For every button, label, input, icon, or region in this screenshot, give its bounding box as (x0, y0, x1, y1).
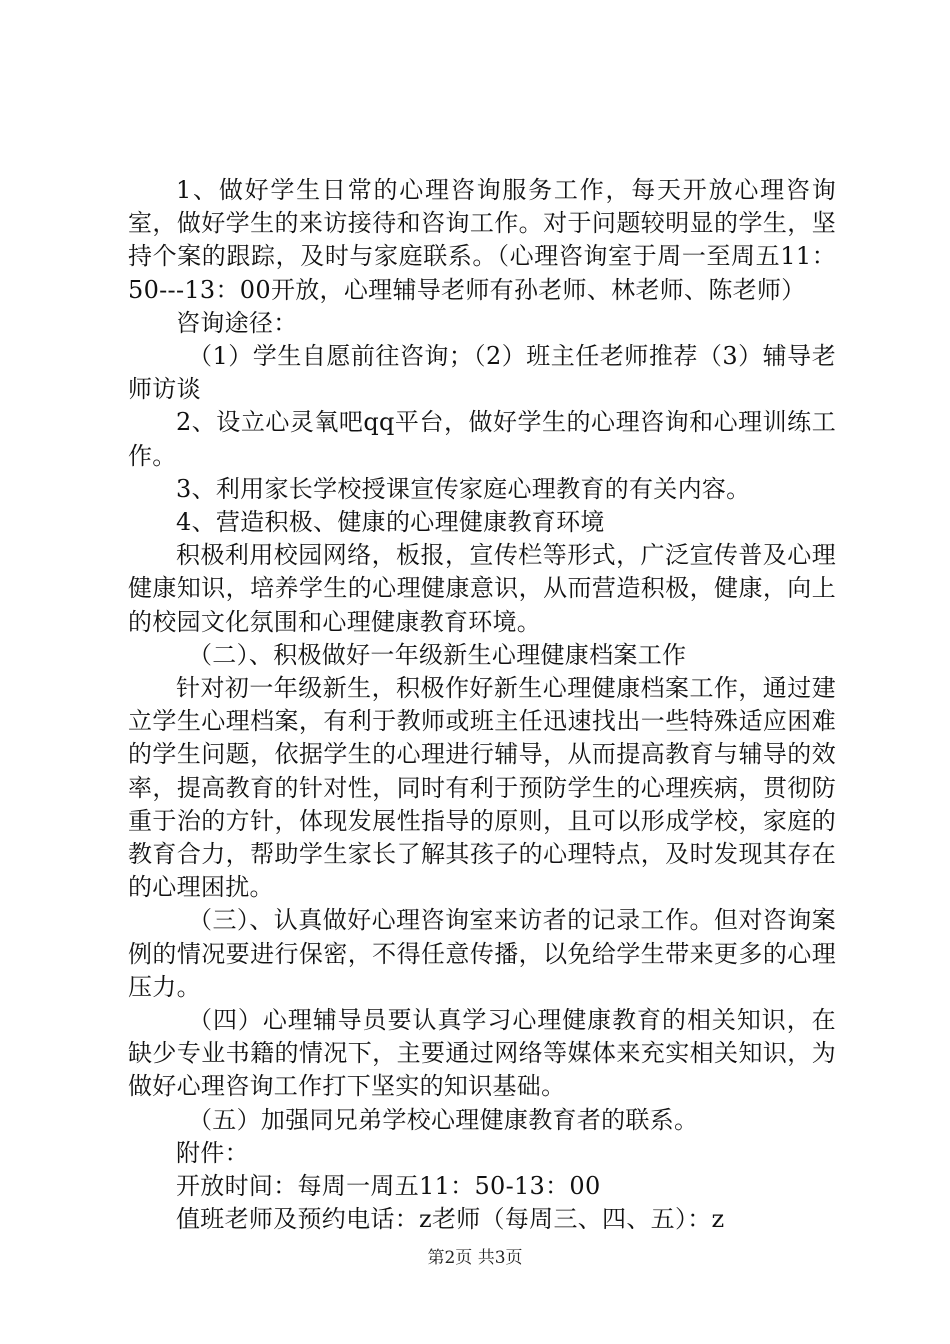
paragraph-duty-teacher: 值班老师及预约电话：z老师（每周三、四、五）：z (176, 1205, 725, 1234)
paragraph-section-five: （五）加强同兄弟学校心理健康教育者的联系。 (188, 1105, 699, 1134)
paragraph-consulting-service: 1、做好学生日常的心理咨询服务工作，每天开放心理咨询室，做好学生的来访接待和咨询工作。对于问题较明显的学生，坚持个案的跟踪，及时与家庭联系。（心理咨询室于周一至周五11：50---13：00开放，心理辅导老师有孙老师、林老师、陈老师） (128, 176, 836, 304)
paragraph-qq-platform: 2、设立心灵氧吧qq平台，做好学生的心理咨询和心理训练工作。 (128, 408, 836, 470)
paragraph-section-three: （三）、认真做好心理咨询室来访者的记录工作。但对咨询案例的情况要进行保密，不得任意传播，以免给学生带来更多的心理压力。 (128, 906, 836, 1001)
paragraph-section-two-heading: （二）、积极做好一年级新生心理健康档案工作 (188, 640, 687, 669)
paragraph-attachment-label: 附件： (176, 1138, 249, 1167)
paragraph-consulting-channels-heading: 咨询途径： (176, 308, 298, 337)
paragraph-environment-heading: 4、营造积极、健康的心理健康教育环境 (176, 508, 605, 537)
paragraph-consulting-channels: （1）学生自愿前往咨询；（2）班主任老师推荐（3）辅导老师访谈 (128, 342, 836, 404)
paragraph-opening-hours: 开放时间：每周一周五11：50-13：00 (176, 1172, 601, 1201)
page-number-footer: 第2页 共3页 (427, 1248, 523, 1268)
paragraph-section-four: （四）心理辅导员要认真学习心理健康教育的相关知识，在缺少专业书籍的情况下，主要通过网络等媒体来充实相关知识，为做好心理咨询工作打下坚实的知识基础。 (128, 1006, 836, 1101)
paragraph-freshman-archive: 针对初一年级新生，积极作好新生心理健康档案工作，通过建立学生心理档案，有利于教师或班主任迅速找出一些特殊适应困难的学生问题，依据学生的心理进行辅导，从而提高教育与辅导的效率，提高教育的针对性，同时有利于预防学生的心理疾病，贯彻防重于治的方针，体现发展性指导的原则，且可以形成学校，家庭的教育合力，帮助学生家长了解其孩子的心理特点，及时发现其存在的心理困扰。 (128, 674, 836, 902)
paragraph-campus-network: 积极利用校园网络，板报，宣传栏等形式，广泛宣传普及心理健康知识，培养学生的心理健康意识，从而营造积极，健康，向上的校园文化氛围和心理健康教育环境。 (128, 541, 836, 636)
document-body (128, 174, 836, 1237)
paragraph-parent-school: 3、利用家长学校授课宣传家庭心理教育的有关内容。 (176, 474, 751, 503)
